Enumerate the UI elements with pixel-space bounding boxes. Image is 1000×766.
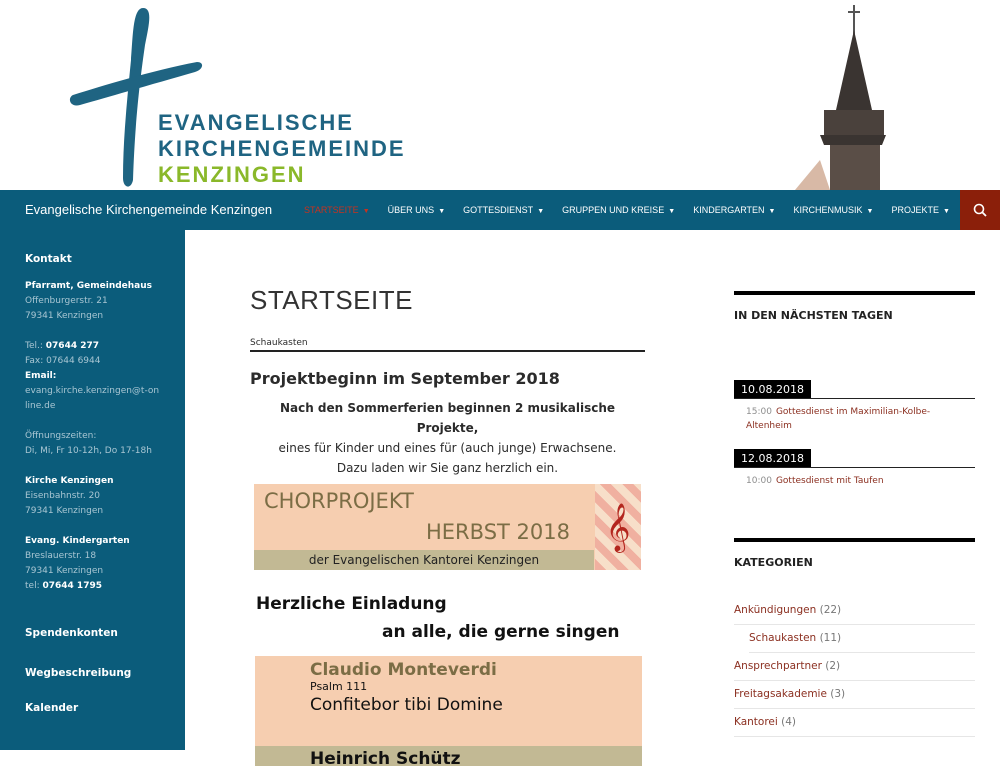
menu <box>304 190 950 230</box>
logo-line: KENZINGEN <box>158 162 306 187</box>
caret-down-icon: ▼ <box>362 208 370 215</box>
category-link[interactable]: Ansprechpartner <box>734 660 822 672</box>
post-intro <box>250 398 645 478</box>
composer: Claudio Monteverdi <box>310 660 497 680</box>
event-link[interactable]: Gottesdienst im Maximilian-Kolbe-Altenheim <box>746 407 931 431</box>
event-time: 10:00 <box>746 476 772 486</box>
event-link[interactable]: Gottesdienst mit Taufen <box>775 476 884 486</box>
widget-title: KATEGORIEN <box>734 556 813 569</box>
address: Breslauerstr. 18 <box>25 551 97 561</box>
poster-subtitle: HERBST 2018 <box>426 520 570 544</box>
contact-phone <box>25 339 160 414</box>
address: 79341 Kenzingen <box>25 566 104 576</box>
category-link[interactable]: Freitagsakademie <box>734 688 827 700</box>
menu-label: ÜBER UNS <box>387 205 435 215</box>
contact-kindergarten <box>25 534 160 594</box>
label: Evang. Kindergarten <box>25 536 130 546</box>
menu-item-kirchenmusik[interactable] <box>794 205 874 215</box>
treble-clef-icon: 𝄞 <box>595 484 641 570</box>
main-navigation <box>0 190 1000 230</box>
categories-widget <box>734 538 975 737</box>
category-count: (3) <box>830 688 846 700</box>
contact-pfarramt <box>25 279 160 324</box>
phone-link[interactable]: 07644 1795 <box>42 581 102 591</box>
menu-label: GRUPPEN UND KREISE <box>562 205 665 215</box>
menu-label: PROJEKTE <box>891 205 940 215</box>
label: Kirche Kenzingen <box>25 476 114 486</box>
menu-label: KINDERGARTEN <box>693 205 765 215</box>
sidebar-link-spendenkonten[interactable]: Spendenkonten <box>25 627 118 639</box>
menu-item-startseite[interactable] <box>304 205 370 215</box>
caret-down-icon: ▼ <box>943 208 950 215</box>
site-header <box>0 0 1000 190</box>
work: Confitebor tibi Domine <box>310 695 503 715</box>
poster-banner <box>254 484 641 570</box>
menu-item-gruppen[interactable] <box>562 205 675 215</box>
menu-item-kindergarten[interactable] <box>693 205 775 215</box>
intro-line: eines für Kinder und eines für (auch junge) Erwachsene. <box>278 441 617 455</box>
category-list <box>734 597 975 737</box>
caret-down-icon: ▼ <box>438 208 446 215</box>
widget-title: IN DEN NÄCHSTEN TAGEN <box>734 309 893 322</box>
opening-hours <box>25 429 160 459</box>
fax: Fax: 07644 6944 <box>25 356 101 366</box>
category-link[interactable]: Kantorei <box>734 716 778 728</box>
contact-kirche <box>25 474 160 519</box>
events-widget <box>734 291 975 494</box>
caret-down-icon: ▼ <box>537 208 545 215</box>
composer: Heinrich Schütz <box>255 746 642 766</box>
event-item <box>734 399 975 439</box>
menu-label: STARTSEITE <box>304 205 359 215</box>
post-title[interactable]: Projektbeginn im September 2018 <box>250 369 560 388</box>
menu-item-projekte[interactable] <box>892 205 950 215</box>
logo-line: EVANGELISCHE <box>158 110 354 135</box>
email-link[interactable]: evang.kirche.kenzingen@t-online.de <box>25 386 160 411</box>
category-item[interactable] <box>734 653 975 681</box>
address: 79341 Kenzingen <box>25 311 104 321</box>
category-link[interactable]: Schaukasten <box>250 338 645 352</box>
label: Email: <box>25 371 57 381</box>
event-time: 15:00 <box>746 407 772 417</box>
category-count: (4) <box>781 716 797 728</box>
right-sidebar <box>734 291 975 737</box>
contact-heading: Kontakt <box>25 253 72 265</box>
caret-down-icon: ▼ <box>768 208 776 215</box>
event-date: 10.08.2018 <box>734 380 811 398</box>
hours: Di, Mi, Fr 10-12h, Do 17-18h <box>25 446 152 456</box>
chorprojekt-poster <box>254 484 641 570</box>
intro-line: Nach den Sommerferien beginnen 2 musikalische Projekte, <box>279 401 616 435</box>
category-count: (22) <box>819 604 842 616</box>
site-title-link[interactable]: Evangelische Kirchengemeinde Kenzingen <box>25 202 273 217</box>
category-count: (11) <box>819 632 842 644</box>
category-item[interactable] <box>734 597 975 625</box>
menu-item-gottesdienst[interactable] <box>463 205 544 215</box>
category-count: (2) <box>825 660 841 672</box>
category-item[interactable] <box>749 625 975 653</box>
left-sidebar <box>0 230 185 750</box>
psalm: Psalm 111 <box>310 680 368 693</box>
menu-label: GOTTESDIENST <box>463 205 534 215</box>
category-link[interactable]: Ankündigungen <box>734 604 817 616</box>
intro-line: Dazu laden wir Sie ganz herzlich ein. <box>336 461 559 475</box>
label: Tel.: <box>25 341 43 351</box>
poster-invitation: an alle, die gerne singen <box>382 622 620 642</box>
menu-label: KIRCHENMUSIK <box>793 205 863 215</box>
label: Pfarramt, Gemeindehaus <box>25 281 153 291</box>
category-link[interactable]: Schaukasten <box>749 632 817 644</box>
address: 79341 Kenzingen <box>25 506 104 516</box>
sidebar-link-kalender[interactable]: Kalender <box>25 702 79 714</box>
search-icon <box>973 203 987 217</box>
event-date: 12.08.2018 <box>734 449 811 467</box>
search-button[interactable] <box>960 190 1000 230</box>
label: Öffnungszeiten: <box>25 431 97 441</box>
category-item[interactable] <box>734 681 975 709</box>
caret-down-icon: ▼ <box>668 208 676 215</box>
category-item[interactable] <box>734 709 975 737</box>
page-title: STARTSEITE <box>250 285 413 315</box>
event-item <box>734 468 975 494</box>
logo-line: KIRCHENGEMEINDE <box>158 136 406 161</box>
label: tel: <box>25 581 40 591</box>
event-date-row <box>734 447 975 468</box>
poster-program <box>255 656 642 746</box>
poster-strip: der Evangelischen Kantorei Kenzingen <box>254 550 594 570</box>
logo-text <box>158 110 406 188</box>
sidebar-link-wegbeschreibung[interactable]: Wegbeschreibung <box>25 667 132 679</box>
main-content <box>250 285 645 766</box>
address: Eisenbahnstr. 20 <box>25 491 101 501</box>
event-date-row <box>734 378 975 399</box>
phone-link[interactable]: 07644 277 <box>45 341 100 351</box>
poster-title: CHORPROJEKT <box>264 489 414 513</box>
poster-invitation: Herzliche Einladung <box>256 594 447 614</box>
address: Offenburgerstr. 21 <box>25 296 108 306</box>
caret-down-icon: ▼ <box>866 208 874 215</box>
church-steeple-image <box>790 0 900 190</box>
menu-item-ueber-uns[interactable] <box>388 205 445 215</box>
